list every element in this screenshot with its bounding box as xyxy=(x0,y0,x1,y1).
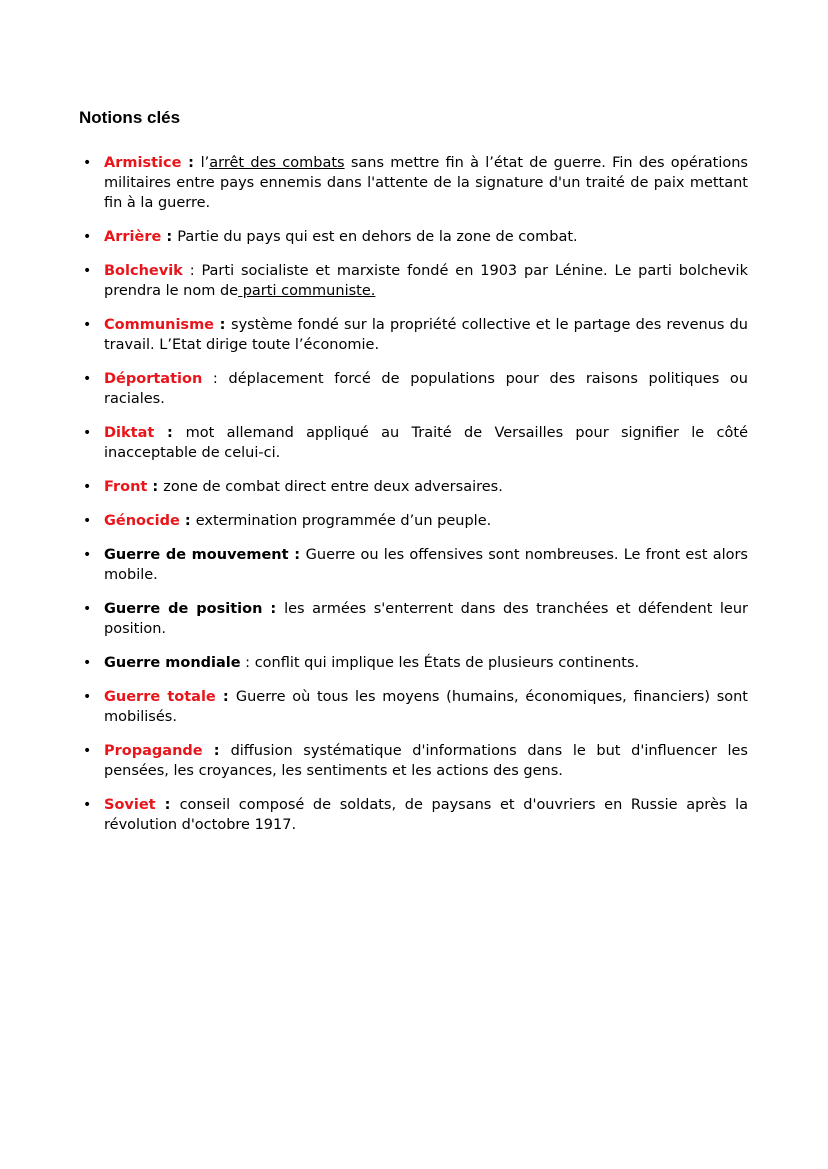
list-item-guerre-de-position xyxy=(0,599,748,639)
bullet-icon: • xyxy=(83,743,92,759)
term-separator: : xyxy=(179,513,196,529)
term-label: Guerre de position xyxy=(104,601,263,617)
bullet-icon: • xyxy=(83,317,92,333)
term-label: Soviet xyxy=(104,797,156,813)
definition-text: conflit qui implique les États de plusieurs continents. xyxy=(254,655,640,671)
term-label: Guerre totale xyxy=(104,689,216,705)
term-separator: : xyxy=(288,547,306,563)
definition-text: diffusion systématique d'informations dans le but d'influencer les pensées, les croyances, les sentiments et les actions des gens. xyxy=(104,743,748,779)
list-item-propagande xyxy=(0,741,748,781)
list-item-genocide xyxy=(0,511,748,531)
term-separator: : xyxy=(155,797,180,813)
term-label: Front xyxy=(104,479,148,495)
list-item-armistice xyxy=(0,153,748,213)
definition-text: Guerre ou les offensives sont nombreuses. Le front est alors mobile. xyxy=(104,547,748,583)
page-title: Notions clés xyxy=(79,108,181,127)
term-label: Diktat xyxy=(104,425,155,441)
bullet-icon: • xyxy=(83,155,92,171)
list-item-soviet xyxy=(0,795,748,835)
term-label: Propagande xyxy=(104,743,203,759)
term-label: Génocide xyxy=(104,513,180,529)
definition-text: l’ xyxy=(200,155,210,171)
list-item-front xyxy=(0,477,748,497)
term-label: Arrière xyxy=(104,229,162,245)
term-separator: : xyxy=(147,479,164,495)
list-item-communisme xyxy=(0,315,748,355)
definition-text: extermination programmée d’un peuple. xyxy=(195,513,492,529)
bullet-icon: • xyxy=(83,655,92,671)
term-label: Bolchevik xyxy=(104,263,183,279)
term-separator: : xyxy=(161,229,178,245)
list-item-guerre-totale xyxy=(0,687,748,727)
definition-underlined: arrêt des combats xyxy=(209,155,345,171)
term-separator: : xyxy=(202,371,229,387)
definition-text: conseil composé de soldats, de paysans et d'ouvriers en Russie après la révolution d'octobre 1917. xyxy=(104,797,748,833)
bullet-icon: • xyxy=(83,513,92,529)
term-separator: : xyxy=(215,689,236,705)
term-separator: : xyxy=(262,601,285,617)
term-separator: : xyxy=(214,317,232,333)
term-label: Communisme xyxy=(104,317,215,333)
list-item-diktat xyxy=(0,423,748,463)
term-separator: : xyxy=(181,155,201,171)
definition-text: Guerre où tous les moyens (humains, économiques, financiers) sont mobilisés. xyxy=(104,689,748,725)
term-separator: : xyxy=(154,425,186,441)
bullet-icon: • xyxy=(83,547,92,563)
list-item-guerre-de-mouvement xyxy=(0,545,748,585)
definition-text: sans mettre fin à l’état de guerre. Fin des opérations militaires entre pays ennemis dans l'attente de la signature d'un traité de paix mettant fin à la guerre. xyxy=(104,155,748,211)
definition-text: Partie du pays qui est en dehors de la zone de combat. xyxy=(177,229,578,245)
term-label: Armistice xyxy=(104,155,182,171)
term-label: Guerre mondiale xyxy=(104,655,241,671)
definition-text: système fondé sur la propriété collective et le partage des revenus du travail. L’Etat dirige toute l’économie. xyxy=(104,317,748,353)
definition-text: Parti socialiste et marxiste fondé en 1903 par Lénine. Le parti bolchevik prendra le nom de xyxy=(104,263,748,299)
term-label: Déportation xyxy=(104,371,203,387)
bullet-icon: • xyxy=(83,797,92,813)
bullet-icon: • xyxy=(83,689,92,705)
definition-text: déplacement forcé de populations pour des raisons politiques ou raciales. xyxy=(104,371,748,407)
list-item-deportation xyxy=(0,369,748,409)
list-item-arriere xyxy=(0,227,748,247)
bullet-icon: • xyxy=(83,371,92,387)
list-item-bolchevik xyxy=(0,261,748,301)
term-separator: : xyxy=(240,655,255,671)
key-notions-list xyxy=(0,153,828,849)
term-separator: : xyxy=(182,263,202,279)
term-label: Guerre de mouvement xyxy=(104,547,289,563)
definition-underlined: parti communiste. xyxy=(238,283,376,299)
bullet-icon: • xyxy=(83,229,92,245)
definition-text: les armées s'enterrent dans des tranchées et défendent leur position. xyxy=(104,601,748,637)
bullet-icon: • xyxy=(83,479,92,495)
term-separator: : xyxy=(202,743,231,759)
definition-text: mot allemand appliqué au Traité de Versailles pour signifier le côté inacceptable de celui-ci. xyxy=(104,425,748,461)
definition-text: zone de combat direct entre deux adversaires. xyxy=(163,479,503,495)
bullet-icon: • xyxy=(83,601,92,617)
list-item-guerre-mondiale xyxy=(0,653,748,673)
bullet-icon: • xyxy=(83,263,92,279)
bullet-icon: • xyxy=(83,425,92,441)
